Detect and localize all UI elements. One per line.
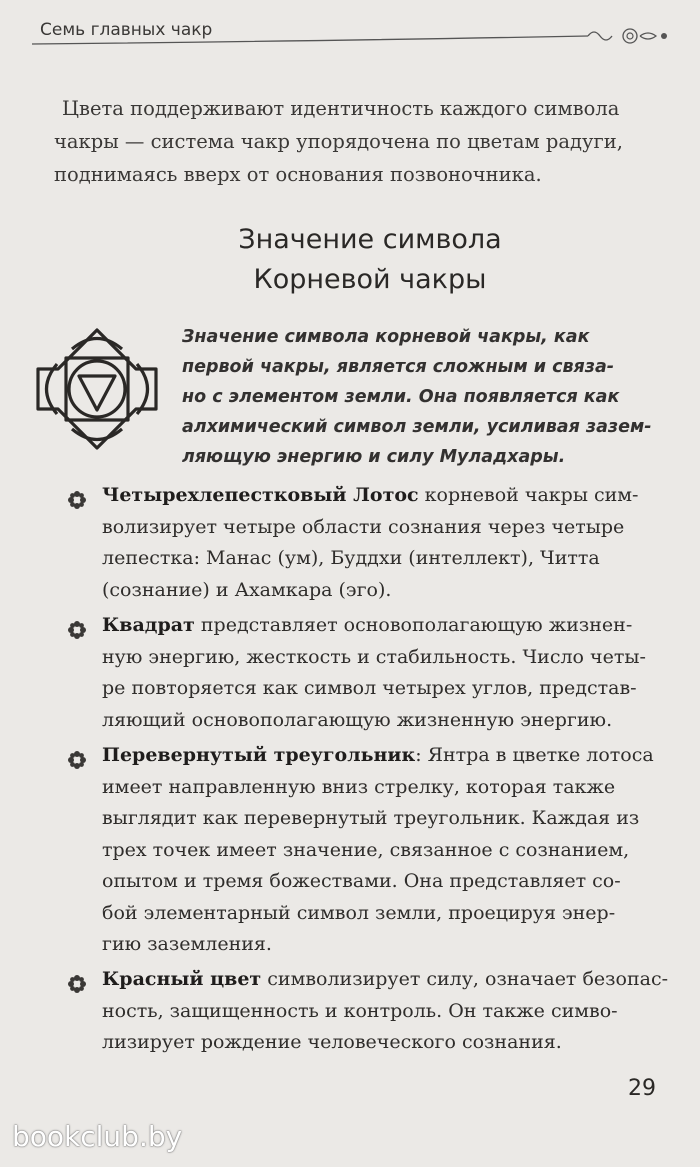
flower-bullet-icon xyxy=(67,620,87,640)
bullet-text: бой элементарный символ земли, проецируя энер- xyxy=(102,901,616,924)
intro-paragraph xyxy=(54,92,662,191)
lead-line: первой чакры, является сложным и связа- xyxy=(182,357,615,377)
lead-line: Значение символа корневой чакры, как xyxy=(182,327,590,347)
page-number: 29 xyxy=(628,1076,656,1101)
bullet-term: Красный цвет xyxy=(102,968,262,990)
lead-paragraph xyxy=(182,322,672,472)
bullet-text: ную энергию, жесткость и стабильность. Число четы- xyxy=(102,645,646,668)
lead-line: ляющую энергию и силу Муладхары. xyxy=(182,447,566,467)
bullet-text: представляет основополагающую жизнен- xyxy=(194,614,633,636)
bullet-term: Четырехлепестковый Лотос xyxy=(102,484,419,506)
bullet-text: ре повторяется как символ четырех углов, представ- xyxy=(102,677,637,699)
bullet-text: гию заземления. xyxy=(102,933,272,955)
bullet-text: ность, защищенность и контроль. Он также симво- xyxy=(102,999,618,1022)
bullet-text: лизирует рождение человеческого сознания. xyxy=(102,1031,562,1053)
bullet-text: трех точек имеет значение, связанное с сознанием, xyxy=(102,838,630,861)
flower-bullet-icon xyxy=(67,490,87,510)
lead-line: алхимический символ земли, усиливая зазем- xyxy=(182,417,652,437)
bullet-text: : Янтра в цветке лотоса xyxy=(415,744,654,766)
flower-bullet-icon xyxy=(67,974,87,994)
bullet-text: волизирует четыре области сознания через четыре xyxy=(102,515,625,538)
watermark: bookclub.by xyxy=(12,1120,183,1153)
bullet-text: опытом и тремя божествами. Она представляет со- xyxy=(102,870,621,892)
running-head: Семь главных чакр xyxy=(40,20,213,40)
bullet-text: лепестка: Манас (ум), Буддхи (интеллект), Читта xyxy=(102,547,600,569)
intro-line: Цвета поддерживают идентичность каждого символа xyxy=(62,97,620,120)
intro-line: чакры — система чакр упорядочена по цветам радуги, xyxy=(54,130,623,153)
intro-line: поднимаясь вверх от основания позвоночника. xyxy=(54,163,542,186)
bullet-text: имеет направленную вниз стрелку, которая также xyxy=(102,775,616,798)
bullet-term: Квадрат xyxy=(102,614,195,636)
flower-bullet-icon xyxy=(67,750,87,770)
bullet-text: корневой чакры сим- xyxy=(418,484,639,506)
heading-line: Значение символа xyxy=(238,224,502,255)
section-heading xyxy=(0,220,700,300)
bullet-text: выглядит как перевернутый треугольник. Каждая из xyxy=(102,807,640,829)
bullet-text: ляющий основополагающую жизненную энергию. xyxy=(102,708,613,731)
bullet-term: Перевернутый треугольник xyxy=(102,744,416,766)
heading-line: Корневой чакры xyxy=(253,264,487,295)
bullet-text: (сознание) и Ахамкара (эго). xyxy=(102,578,392,601)
lead-line: но с элементом земли. Она появляется как xyxy=(182,387,620,407)
bullet-text: символизирует силу, означает безопас- xyxy=(261,968,669,990)
root-chakra-symbol-icon xyxy=(32,324,162,454)
